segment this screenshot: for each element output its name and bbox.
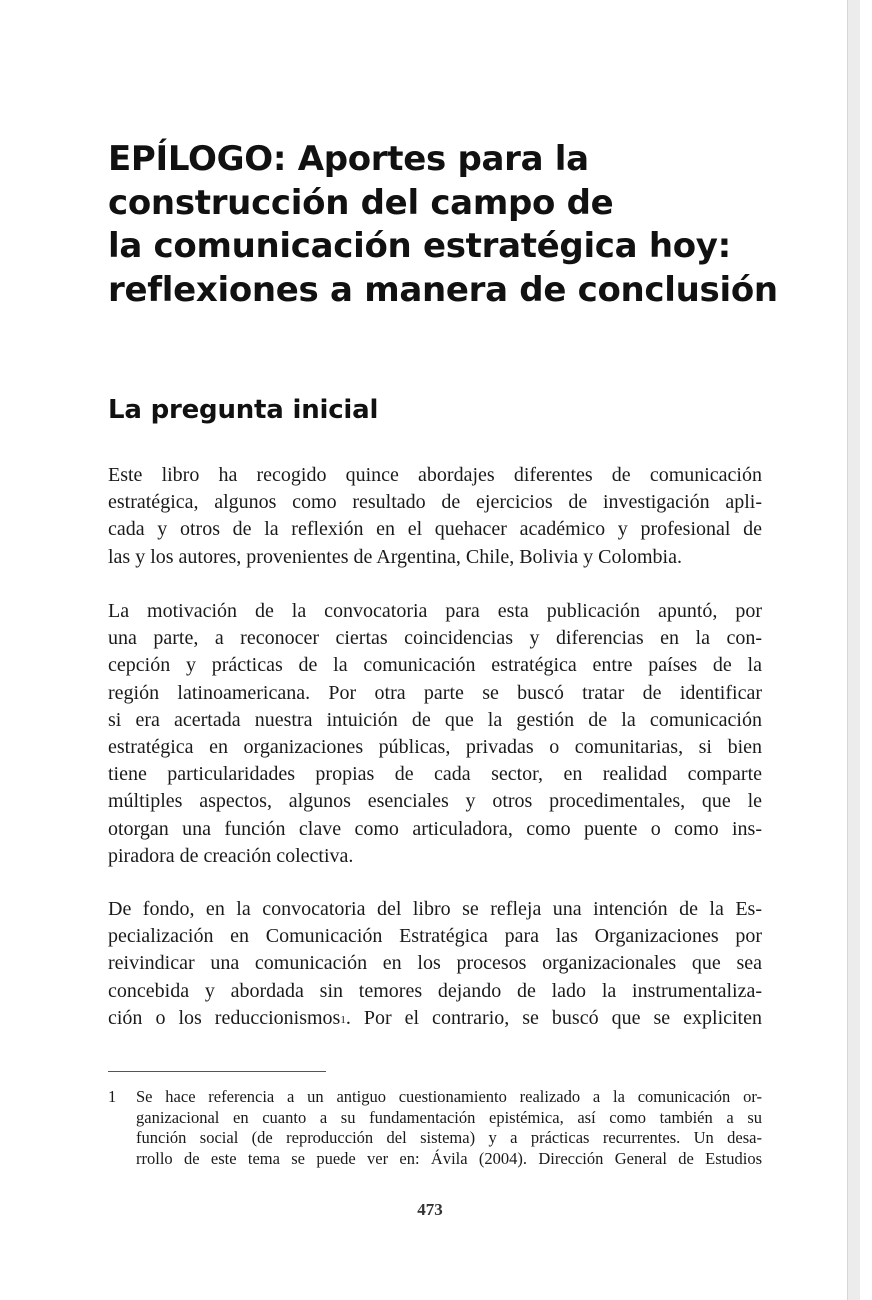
text-line: piradora de creación colectiva. (108, 844, 354, 867)
text-line: cepción y prácticas de la comunicación estratégica entre países de la (108, 654, 762, 677)
text-line: estratégica en organizaciones públicas, privadas o comunitarias, si bien (108, 736, 762, 759)
text-line: pecialización en Comunicación Estratégica para las Organizaciones por (108, 925, 762, 948)
page-edge (847, 0, 860, 1300)
text-line: reivindicar una comunicación en los procesos organizacionales que sea (108, 952, 762, 975)
footnote-line: ganizacional en cuanto a su fundamentación epistémica, así como también a su (136, 1107, 762, 1127)
chapter-title (108, 138, 808, 312)
paragraph-2 (108, 598, 762, 870)
footnote-line: función social (de reproducción del sistema) y a prácticas recurrentes. Un desa- (136, 1128, 762, 1147)
title-line: EPÍLOGO: Aportes para la (108, 139, 589, 179)
footnote-reference[interactable]: 1 (340, 1013, 346, 1026)
text-line (108, 1005, 762, 1032)
footnote-divider (108, 1071, 326, 1072)
page-number: 473 (417, 1200, 443, 1219)
footnote-line: rrollo de este tema se puede ver en: Ávila (2004). Dirección General de Estudios (136, 1148, 762, 1168)
text-line: La motivación de la convocatoria para esta publicación apuntó, por (108, 600, 762, 622)
text-fragment: . Por el contrario, se buscó que se expliciten (345, 1006, 762, 1029)
text-line: región latinoamericana. Por otra parte se buscó tratar de identificar (108, 681, 762, 704)
text-line: Este libro ha recogido quince abordajes diferentes de comunicación (108, 464, 762, 486)
text-fragment: ción o los reduccionismos (108, 1006, 341, 1029)
title-line: la comunicación estratégica hoy: (108, 226, 731, 266)
footnote-line: Se hace referencia a un antiguo cuestionamiento realizado a la comunicación or- (136, 1087, 762, 1106)
footnote-text (136, 1087, 762, 1169)
text-line: otorgan una función clave como articuladora, como puente o como ins- (108, 817, 762, 840)
paragraph-3 (108, 896, 762, 1032)
footnote-number: 1 (108, 1087, 117, 1106)
text-line: estratégica, algunos como resultado de ejercicios de investigación apli- (108, 491, 762, 514)
text-line: concebida y abordada sin temores dejando de lado la instrumentaliza- (108, 979, 762, 1002)
text-line: una parte, a reconocer ciertas coincidencias y diferencias en la con- (108, 627, 762, 650)
title-line: construcción del campo de (108, 182, 614, 223)
text-line: cada y otros de la reflexión en el quehacer académico y profesional de (108, 518, 762, 541)
text-line: De fondo, en la convocatoria del libro se refleja una intención de la Es- (108, 898, 762, 920)
paragraph-1 (108, 462, 762, 571)
section-heading: La pregunta inicial (108, 395, 379, 425)
text-line: múltiples aspectos, algunos esenciales y otros procedimentales, que le (108, 790, 762, 813)
text-line: tiene particularidades propias de cada sector, en realidad comparte (108, 763, 762, 786)
title-line: reflexiones a manera de conclusión (108, 269, 778, 310)
text-line: las y los autores, provenientes de Argentina, Chile, Bolivia y Colombia. (108, 545, 682, 568)
text-line: si era acertada nuestra intuición de que la gestión de la comunicación (108, 708, 762, 731)
